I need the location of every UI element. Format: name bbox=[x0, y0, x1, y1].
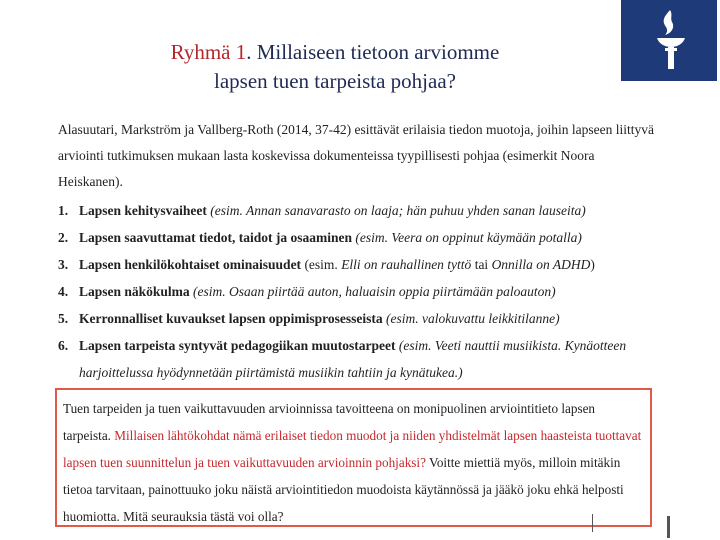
edge-marker bbox=[667, 516, 670, 538]
torch-logo-icon bbox=[621, 0, 717, 81]
item-heading: Lapsen kehitysvaiheet bbox=[79, 203, 207, 218]
box-text-followup: Voitte miettiä myös, milloin mitäkin tietoa tarvitaan, painottuuko joku näistä arviointitiedon muodoista käytännössä ja jääkö joku ehkä helposti huomiotta. Mitä seurauksia tästä voi olla? bbox=[63, 455, 624, 524]
item-example: (esim. Osaan piirtää auton, haluaisin oppia piirtämään paloauton) bbox=[189, 284, 556, 299]
item-heading: Lapsen tarpeista syntyvät pedagogiikan muutostarpeet bbox=[79, 338, 396, 353]
title-group-label: Ryhmä 1 bbox=[170, 40, 247, 64]
list-item: 5. Kerronnalliset kuvaukset lapsen oppimisprosesseista (esim. valokuvattu leikkitilanne) bbox=[58, 311, 560, 326]
text-cursor bbox=[592, 514, 593, 532]
item-example: (esim. Annan sanavarasto on laaja; hän puhuu yhden sanan lauseita) bbox=[206, 203, 586, 218]
discussion-box bbox=[55, 388, 652, 527]
slide-title bbox=[110, 38, 560, 96]
box-text-intro: Tuen tarpeiden ja tuen vaikuttavuuden arvioinnissa tavoitteena on monipuolinen arviointitieto lapsen tarpeista. bbox=[63, 401, 596, 443]
item-heading: Lapsen saavuttamat tiedot, taidot ja osaaminen bbox=[79, 230, 353, 245]
item-example: (esim. Veeti nauttii musiikista. Kynäotteen harjoittelussa hyödynnetään piirtämistä musiikin tahtiin ja kynätukea.) bbox=[79, 338, 627, 380]
list-item: 2. Lapsen saavuttamat tiedot, taidot ja osaaminen (esim. Veera on oppinut käymään potalla) bbox=[58, 230, 582, 245]
item-example: (esim. Veera on oppinut käymään potalla) bbox=[352, 230, 582, 245]
title-line2: lapsen tuen tarpeista pohjaa? bbox=[214, 69, 456, 93]
item-heading: Kerronnalliset kuvaukset lapsen oppimisprosesseista bbox=[79, 311, 383, 326]
intro-paragraph: Alasuutari, Markström ja Vallberg-Roth (2014, 37-42) esittävät erilaisia tiedon muotoja, joihin lapseen liittyvä arviointi tutkimuksen mukaan lasta koskevissa dokumenteissa tyypillisesti pohjaa (esimerkit Noora Heiskanen). bbox=[58, 122, 655, 189]
title-line1: . Millaiseen tietoon arviomme bbox=[246, 40, 500, 64]
list-item: 3. Lapsen henkilökohtaiset ominaisuudet (esim. Elli on rauhallinen tyttö tai Onnilla on ADHD) bbox=[58, 257, 595, 272]
item-example: Onnilla on ADHD bbox=[491, 257, 591, 272]
knowledge-forms-list bbox=[58, 197, 698, 386]
item-heading: Lapsen henkilökohtaiset ominaisuudet bbox=[79, 257, 302, 272]
university-logo bbox=[621, 0, 717, 81]
item-example: Elli on rauhallinen tyttö bbox=[341, 257, 472, 272]
box-question: Millaisen lähtökohdat nämä erilaiset tiedon muodot ja niiden yhdistelmät lapsen haasteista tuottavat lapsen tuen suunnittelun ja tuen vaikuttavuuden arvioinnin pohjaksi? bbox=[63, 428, 642, 470]
list-item: 1. Lapsen kehitysvaiheet (esim. Annan sanavarasto on laaja; hän puhuu yhden sanan lauseita) bbox=[58, 203, 586, 218]
item-example: (esim. valokuvattu leikkitilanne) bbox=[382, 311, 560, 326]
list-item: 4. Lapsen näkökulma (esim. Osaan piirtää auton, haluaisin oppia piirtämään paloauton) bbox=[58, 284, 556, 299]
list-item: 6. Lapsen tarpeista syntyvät pedagogiikan muutostarpeet (esim. Veeti nauttii musiikista. Kynäotteen harjoittelussa hyödynnetään piirtämistä musiikin tahtiin ja kynätukea.) bbox=[58, 338, 627, 380]
item-heading: Lapsen näkökulma bbox=[79, 284, 190, 299]
